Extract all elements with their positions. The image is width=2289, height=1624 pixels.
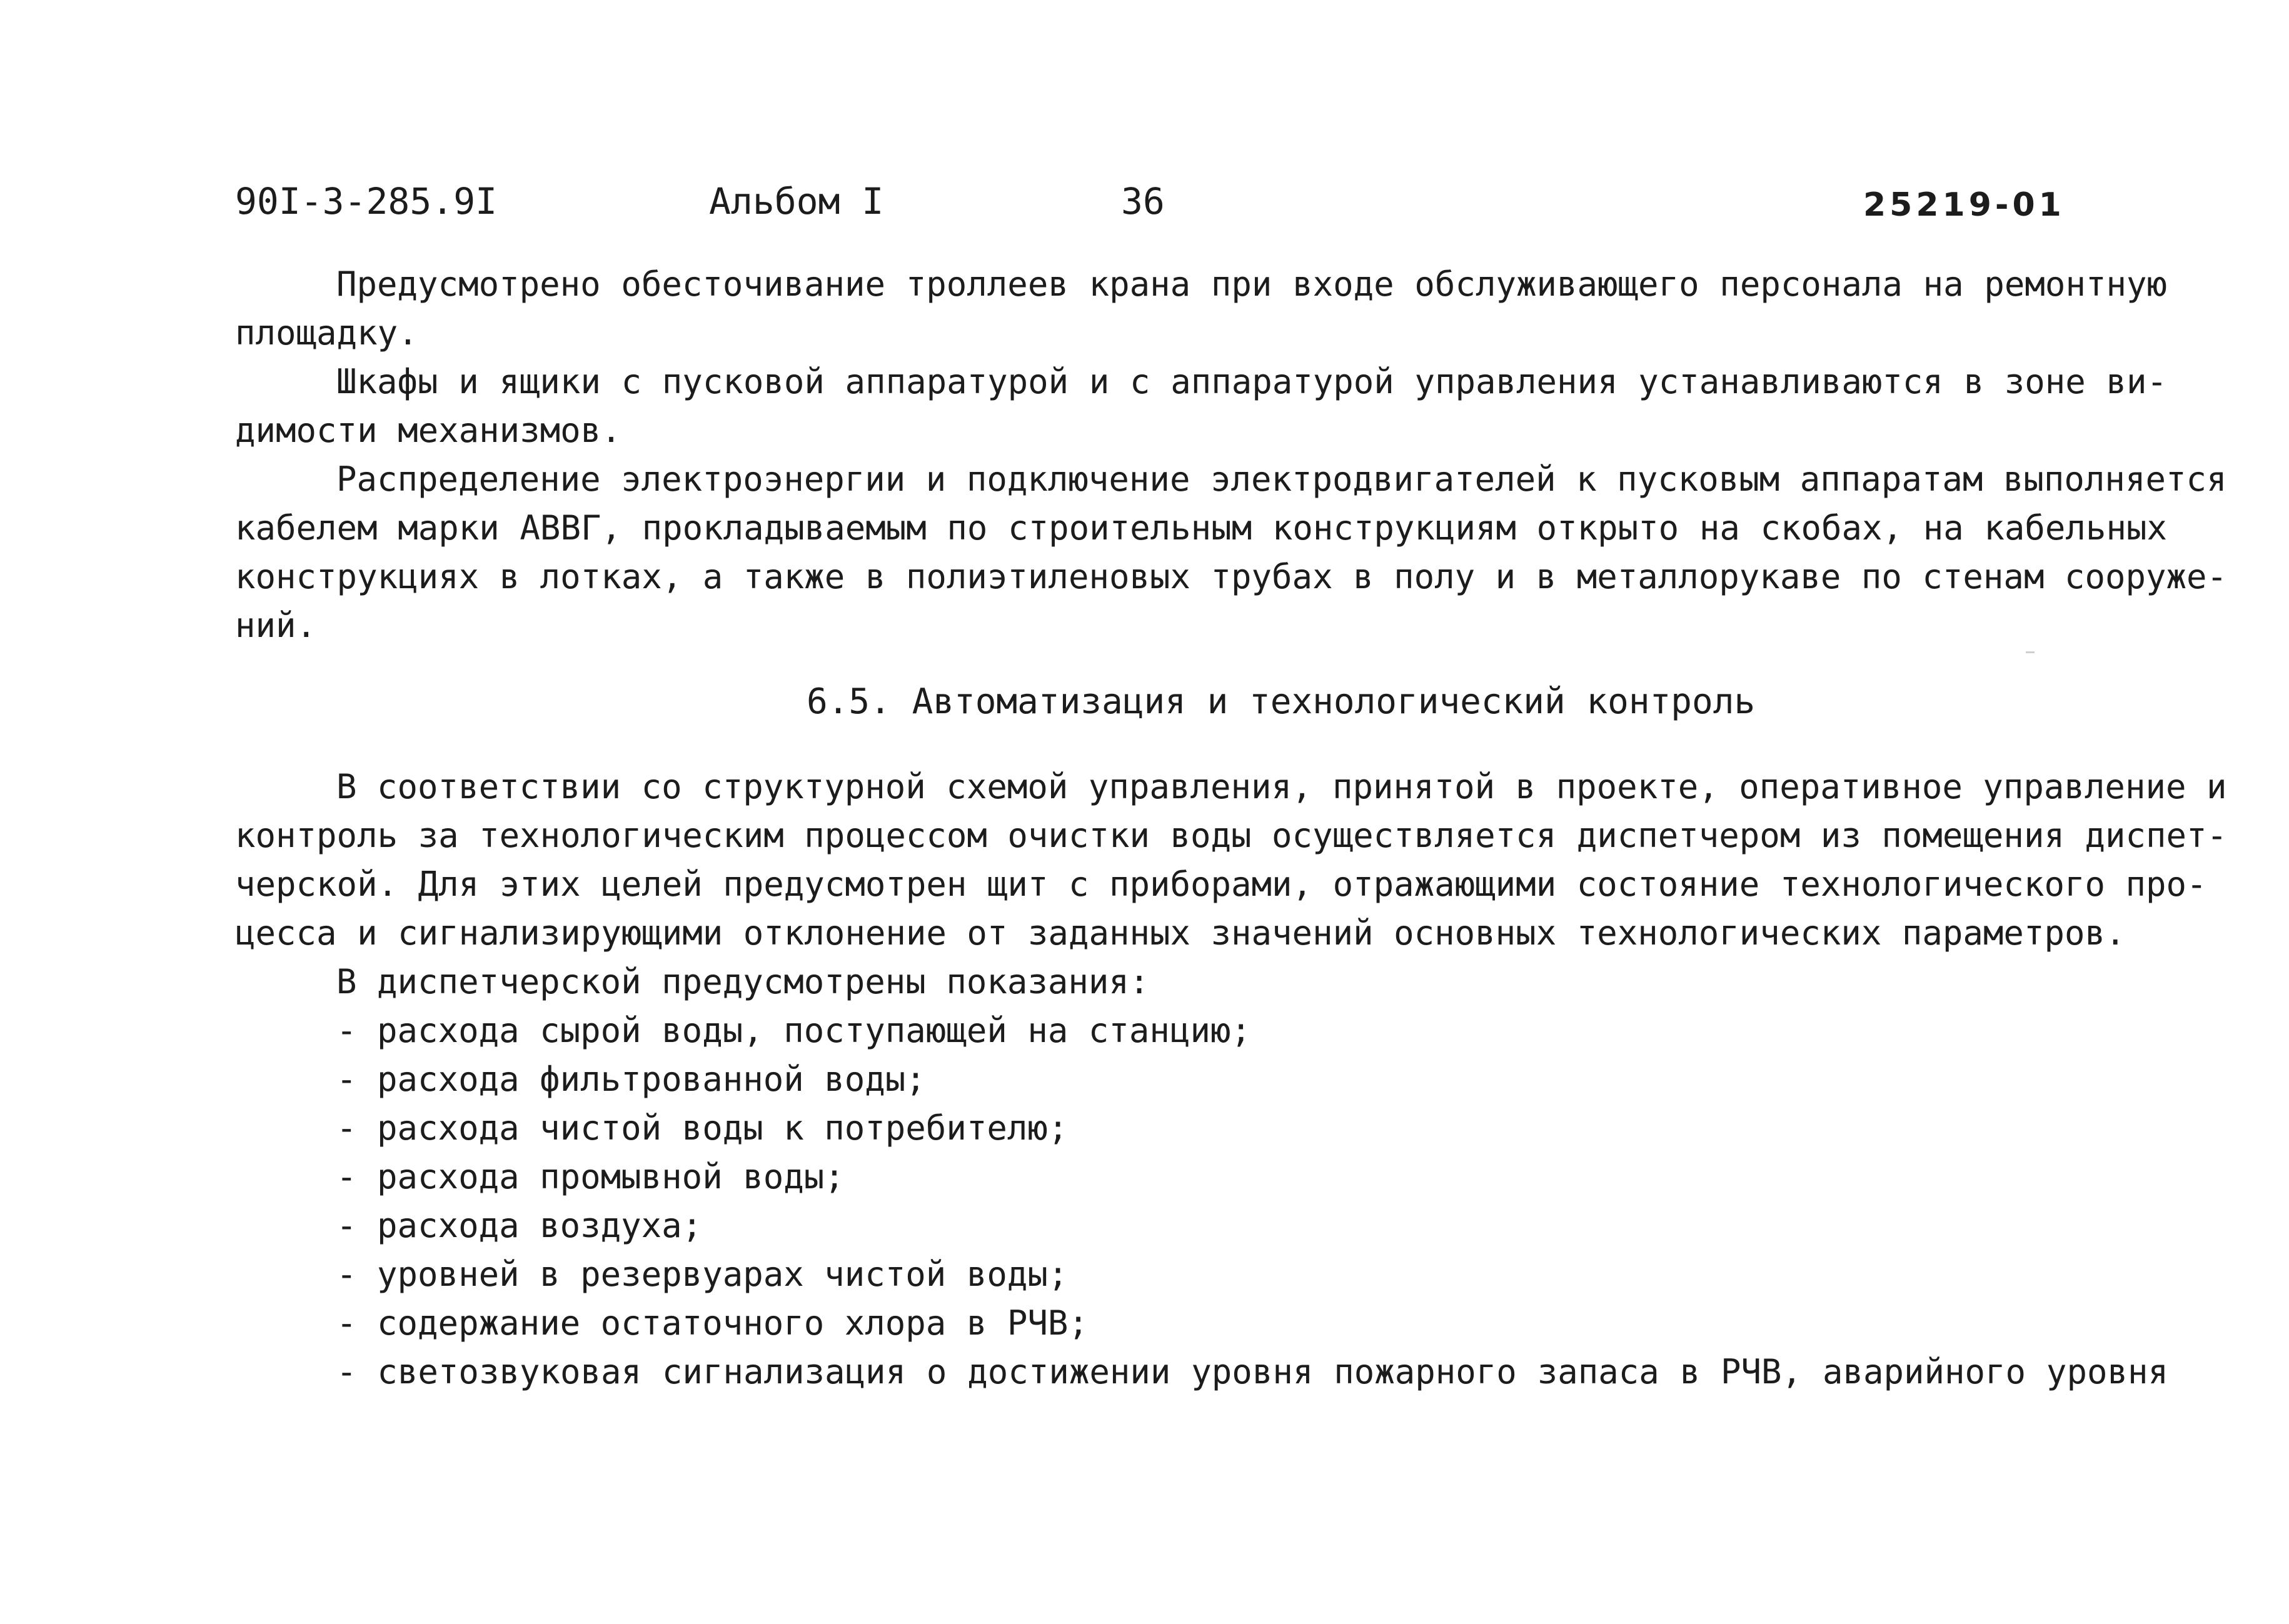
list-item: - расхода фильтрованной воды; — [336, 1060, 926, 1099]
scan-mark — [2026, 651, 2035, 653]
paragraph-line: Предусмотрено обесточивание троллеев крана при входе обслуживающего персонала на ремонтную — [336, 264, 2167, 304]
paragraph-line: черской. Для этих целей предусмотрен щит с приборами, отражающими состояние технологического про- — [235, 865, 2207, 904]
paragraph-line: конструкциях в лотках, а также в полиэтиленовых трубах в полу и в металлорукаве по стенам сооруже- — [235, 557, 2228, 596]
page-number: 36 — [1121, 180, 1165, 223]
list-item: - светозвуковая сигнализация о достижении уровня пожарного запаса в РЧВ, аварийного уровня — [336, 1352, 2168, 1391]
paragraph-line: ний. — [235, 606, 317, 645]
paragraph-line: Распределение электроэнергии и подключение электродвигателей к пусковым аппаратам выполняется — [336, 459, 2227, 499]
paragraph-line: димости механизмов. — [235, 411, 621, 450]
list-item: - расхода чистой воды к потребителю; — [336, 1108, 1069, 1148]
section-heading: 6.5. Автоматизация и технологический контроль — [807, 681, 1756, 722]
paragraph-line: В соответствии со структурной схемой управления, принятой в проекте, оперативное управление и — [336, 767, 2227, 806]
album-label: Альбом I — [709, 180, 884, 223]
list-item: - уровней в резервуарах чистой воды; — [336, 1255, 1069, 1294]
paragraph-line: цесса и сигнализирующими отклонение от заданных значений основных технологических параметров. — [235, 913, 2126, 953]
list-intro: В диспетчерской предусмотрены показания: — [336, 962, 1150, 1001]
inventory-stamp: 25219-01 — [1863, 186, 2065, 224]
paragraph-line: Шкафы и ящики с пусковой аппаратурой и с аппаратурой управления устанавливаются в зоне ви- — [336, 362, 2167, 401]
paragraph-line: площадку. — [235, 313, 418, 353]
list-item: - содержание остаточного хлора в РЧВ; — [336, 1303, 1089, 1343]
paragraph-line: контроль за технологическим процессом очистки воды осуществляется диспетчером из помещения диспет- — [235, 816, 2228, 855]
list-item: - расхода сырой воды, поступающей на станцию; — [336, 1011, 1251, 1050]
list-item: - расхода воздуха; — [336, 1206, 703, 1245]
document-code: 90I-3-285.9I — [235, 180, 498, 223]
list-item: - расхода промывной воды; — [336, 1157, 845, 1196]
paragraph-line: кабелем марки АВВГ, прокладываемым по строительным конструкциям открыто на скобах, на кабельных — [235, 508, 2167, 548]
